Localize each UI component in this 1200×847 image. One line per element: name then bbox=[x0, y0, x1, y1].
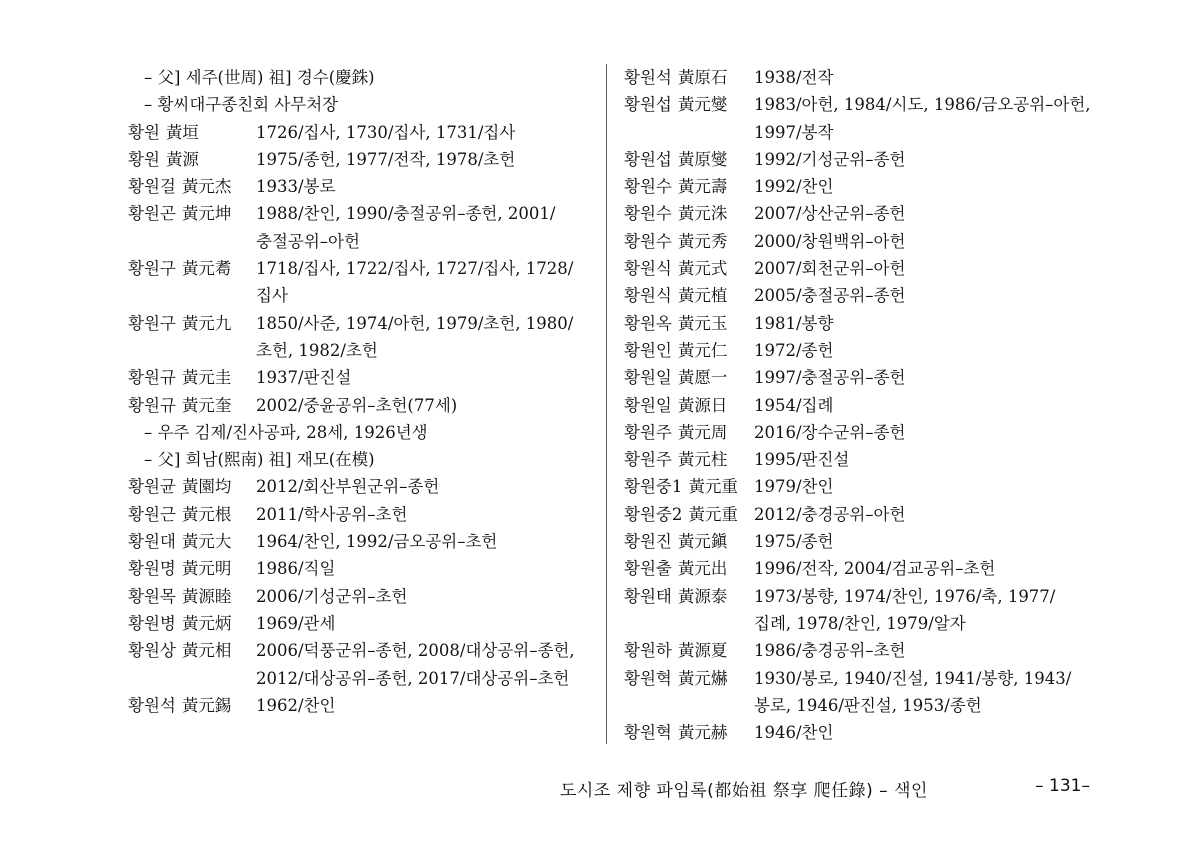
entry-name: 황원진 bbox=[624, 532, 672, 552]
index-entry bbox=[624, 255, 1092, 282]
column-divider bbox=[606, 64, 607, 744]
entry-hanja: 黃元炳 bbox=[181, 613, 232, 633]
entry-name: 황원수 bbox=[624, 204, 672, 224]
entry-name: 황원태 bbox=[624, 586, 672, 606]
index-note bbox=[128, 91, 598, 118]
entry-head bbox=[128, 119, 256, 146]
entry-name: 황원주 bbox=[624, 450, 672, 470]
entry-head bbox=[624, 200, 754, 227]
entry-name: 황원섭 bbox=[624, 149, 672, 169]
entry-hanja: 黃元周 bbox=[677, 422, 728, 442]
entry-head bbox=[624, 310, 754, 337]
entry-record: 1718/집사, 1722/집사, 1727/집사, 1728/집사 bbox=[256, 259, 574, 306]
entry-hanja: 黃原石 bbox=[677, 68, 728, 87]
entry-name: 황원곤 bbox=[128, 204, 176, 224]
entry-hanja: 黃元燮 bbox=[677, 95, 728, 115]
entry-hanja: 黃元杰 bbox=[181, 177, 232, 197]
entry-name: 황원석 bbox=[624, 68, 672, 87]
entry-record: 2002/중윤공위–초헌(77세) bbox=[256, 395, 458, 415]
entry-hanja: 黃垣 bbox=[165, 122, 199, 142]
entry-hanja: 黃園均 bbox=[181, 477, 232, 497]
entry-hanja: 黃元相 bbox=[181, 641, 232, 661]
index-entry bbox=[128, 392, 598, 419]
entry-name: 황원출 bbox=[624, 559, 672, 579]
index-note bbox=[128, 419, 598, 446]
index-entry bbox=[128, 528, 598, 555]
index-note bbox=[128, 446, 598, 473]
entry-head bbox=[624, 637, 754, 664]
page-footer bbox=[560, 776, 1090, 801]
entry-head bbox=[128, 200, 256, 227]
index-entry bbox=[624, 173, 1092, 200]
index-entry bbox=[128, 364, 598, 391]
entry-hanja: 黃元壽 bbox=[677, 177, 728, 197]
entry-record: 1938/전작 bbox=[754, 68, 834, 87]
entry-name: 황원균 bbox=[128, 477, 176, 497]
entry-hanja: 黃源日 bbox=[677, 395, 728, 415]
page-number: – 131– bbox=[1035, 776, 1090, 796]
entry-hanja: 黃元洙 bbox=[677, 204, 728, 224]
index-entry bbox=[624, 228, 1092, 255]
entry-hanja: 黃元鎭 bbox=[677, 532, 728, 552]
entry-record: 2006/덕풍군위–종헌, 2008/대상공위–종헌, 2012/대상공위–종헌, 2017/대상공위–초헌 bbox=[256, 641, 575, 688]
entry-record: 1937/판진설 bbox=[256, 368, 352, 388]
index-entry bbox=[624, 665, 1092, 720]
entry-record: 2011/학사공위–초헌 bbox=[256, 504, 408, 524]
entry-hanja: 黃元坤 bbox=[181, 204, 232, 224]
entry-hanja: 黃元圭 bbox=[181, 368, 232, 388]
entry-record: 1972/종헌 bbox=[754, 340, 834, 360]
entry-name: 황원 bbox=[128, 122, 160, 142]
entry-record: 1964/찬인, 1992/금오공위–초헌 bbox=[256, 532, 498, 552]
entry-hanja: 黃元根 bbox=[181, 504, 232, 524]
entry-record: 2012/충경공위–아헌 bbox=[754, 504, 906, 524]
entry-name: 황원 bbox=[128, 149, 160, 169]
entry-head bbox=[624, 719, 754, 746]
entry-hanja: 黃源泰 bbox=[677, 586, 728, 606]
note-text: – 황씨대구종친회 사무처장 bbox=[144, 95, 339, 115]
index-note bbox=[128, 64, 598, 91]
entry-head bbox=[624, 228, 754, 255]
entry-hanja: 黃元錫 bbox=[181, 695, 232, 715]
entry-record: 1983/아헌, 1984/시도, 1986/금오공위–아헌, 1997/봉작 bbox=[754, 95, 1091, 142]
index-entry bbox=[624, 364, 1092, 391]
entry-name: 황원걸 bbox=[128, 177, 176, 197]
footer-title: 도시조 제향 파임록(都始祖 祭享 爬任錄) – 색인 bbox=[560, 781, 928, 801]
entry-head bbox=[624, 91, 754, 118]
note-text: – 父] 세주(世周) 祖] 경수(慶銖) bbox=[144, 68, 375, 87]
entry-name: 황원일 bbox=[624, 368, 672, 388]
entry-head bbox=[128, 692, 256, 719]
entry-name: 황원섭 bbox=[624, 95, 672, 115]
entry-record: 1988/찬인, 1990/충절공위–종헌, 2001/충절공위–아헌 bbox=[256, 204, 556, 251]
index-entry bbox=[128, 501, 598, 528]
entry-head bbox=[128, 173, 256, 200]
entry-record: 1986/직일 bbox=[256, 559, 336, 579]
entry-record: 2007/상산군위–종헌 bbox=[754, 204, 906, 224]
entry-hanja: 黃元重 bbox=[688, 504, 738, 524]
entry-record: 1981/봉향 bbox=[754, 313, 834, 333]
entry-hanja: 黃源睦 bbox=[181, 586, 232, 606]
index-entry bbox=[624, 337, 1092, 364]
entry-hanja: 黃愿一 bbox=[677, 368, 728, 388]
entry-head bbox=[128, 555, 256, 582]
entry-name: 황원규 bbox=[128, 395, 176, 415]
entry-record: 1995/판진설 bbox=[754, 450, 850, 470]
entry-head bbox=[128, 610, 256, 637]
index-entry bbox=[128, 255, 598, 310]
entry-hanja: 黃元出 bbox=[677, 559, 728, 579]
index-entry bbox=[624, 392, 1092, 419]
entry-record: 1969/관세 bbox=[256, 613, 336, 633]
entry-record: 1975/종헌, 1977/전작, 1978/초헌 bbox=[256, 149, 516, 169]
right-column bbox=[624, 64, 1092, 746]
index-entry bbox=[128, 200, 598, 255]
entry-name: 황원명 bbox=[128, 559, 176, 579]
index-entry bbox=[128, 555, 598, 582]
entry-name: 황원혁 bbox=[624, 723, 672, 743]
entry-hanja: 黃元植 bbox=[677, 286, 728, 306]
entry-name: 황원혁 bbox=[624, 668, 672, 688]
entry-head bbox=[624, 364, 754, 391]
index-entry bbox=[624, 200, 1092, 227]
entry-head bbox=[128, 146, 256, 173]
entry-name: 황원중1 bbox=[624, 477, 683, 497]
index-entry bbox=[624, 583, 1092, 638]
entry-record: 1726/집사, 1730/집사, 1731/집사 bbox=[256, 122, 516, 142]
entry-record: 1997/충절공위–종헌 bbox=[754, 368, 906, 388]
entry-head bbox=[624, 446, 754, 473]
entry-record: 1946/찬인 bbox=[754, 723, 834, 743]
entry-name: 황원구 bbox=[128, 313, 176, 333]
entry-hanja: 黃元耈 bbox=[181, 259, 232, 279]
entry-head bbox=[128, 637, 256, 664]
index-entry bbox=[128, 692, 598, 719]
entry-record: 1930/봉로, 1940/진설, 1941/봉향, 1943/봉로, 1946/판진설, 1953/종헌 bbox=[754, 668, 1072, 715]
entry-name: 황원식 bbox=[624, 286, 672, 306]
index-entry bbox=[128, 146, 598, 173]
left-column bbox=[128, 64, 598, 719]
entry-name: 황원식 bbox=[624, 259, 672, 279]
entry-head bbox=[128, 473, 256, 500]
entry-hanja: 黃元九 bbox=[181, 313, 232, 333]
index-entry bbox=[128, 310, 598, 365]
entry-head bbox=[624, 583, 754, 610]
index-entry bbox=[128, 473, 598, 500]
note-text: – 父] 희남(熙南) 祖] 재모(在模) bbox=[144, 450, 375, 470]
entry-head bbox=[624, 501, 754, 528]
entry-head bbox=[624, 337, 754, 364]
index-entry bbox=[624, 282, 1092, 309]
entry-hanja: 黃元大 bbox=[181, 532, 232, 552]
entry-name: 황원일 bbox=[624, 395, 672, 415]
entry-head bbox=[624, 282, 754, 309]
entry-head bbox=[128, 528, 256, 555]
index-entry bbox=[128, 119, 598, 146]
entry-record: 1986/충경공위–초헌 bbox=[754, 641, 906, 661]
entry-name: 황원주 bbox=[624, 422, 672, 442]
entry-record: 1979/찬인 bbox=[754, 477, 834, 497]
entry-hanja: 黃元奎 bbox=[181, 395, 232, 415]
entry-name: 황원수 bbox=[624, 177, 672, 197]
index-entry bbox=[624, 637, 1092, 664]
entry-hanja: 黃源夏 bbox=[677, 641, 728, 661]
index-entry bbox=[624, 473, 1092, 500]
entry-record: 2005/충절공위–종헌 bbox=[754, 286, 906, 306]
entry-record: 1962/찬인 bbox=[256, 695, 336, 715]
entry-name: 황원중2 bbox=[624, 504, 683, 524]
entry-hanja: 黃元式 bbox=[677, 259, 728, 279]
entry-head bbox=[624, 555, 754, 582]
entry-record: 1973/봉향, 1974/찬인, 1976/축, 1977/집례, 1978/찬인, 1979/알자 bbox=[754, 586, 1056, 633]
entry-hanja: 黃元秀 bbox=[677, 231, 728, 251]
entry-name: 황원하 bbox=[624, 641, 672, 661]
entry-record: 1850/사준, 1974/아헌, 1979/초헌, 1980/초헌, 1982/초헌 bbox=[256, 313, 574, 360]
index-entry bbox=[624, 446, 1092, 473]
index-entry bbox=[624, 528, 1092, 555]
entry-head bbox=[624, 146, 754, 173]
index-entry bbox=[128, 583, 598, 610]
entry-record: 1996/전작, 2004/검교공위–초헌 bbox=[754, 559, 996, 579]
entry-head bbox=[624, 392, 754, 419]
entry-head bbox=[128, 583, 256, 610]
index-entry bbox=[624, 310, 1092, 337]
index-entry bbox=[624, 719, 1092, 746]
entry-head bbox=[128, 255, 256, 282]
entry-head bbox=[624, 255, 754, 282]
entry-hanja: 黃元重 bbox=[688, 477, 738, 497]
index-entry bbox=[128, 173, 598, 200]
entry-head bbox=[624, 665, 754, 692]
entry-record: 1933/봉로 bbox=[256, 177, 336, 197]
index-entry bbox=[624, 91, 1092, 146]
entry-record: 1992/기성군위–종헌 bbox=[754, 149, 906, 169]
entry-head bbox=[624, 473, 754, 500]
index-entry bbox=[624, 501, 1092, 528]
index-entry bbox=[128, 637, 598, 692]
entry-head bbox=[624, 64, 754, 91]
entry-record: 2000/창원백위–아헌 bbox=[754, 231, 906, 251]
entry-head bbox=[128, 501, 256, 528]
entry-name: 황원목 bbox=[128, 586, 176, 606]
note-text: – 우주 김제/진사공파, 28세, 1926년생 bbox=[144, 422, 428, 442]
entry-name: 황원규 bbox=[128, 368, 176, 388]
index-entry bbox=[128, 610, 598, 637]
entry-head bbox=[624, 419, 754, 446]
index-entry bbox=[624, 419, 1092, 446]
entry-name: 황원대 bbox=[128, 532, 176, 552]
entry-hanja: 黃元爀 bbox=[677, 668, 728, 688]
entry-record: 1975/종헌 bbox=[754, 532, 834, 552]
entry-name: 황원근 bbox=[128, 504, 176, 524]
entry-name: 황원옥 bbox=[624, 313, 672, 333]
entry-name: 황원구 bbox=[128, 259, 176, 279]
entry-hanja: 黃元玉 bbox=[677, 313, 728, 333]
entry-record: 2016/장수군위–종헌 bbox=[754, 422, 906, 442]
entry-head bbox=[128, 310, 256, 337]
entry-name: 황원수 bbox=[624, 231, 672, 251]
entry-name: 황원석 bbox=[128, 695, 176, 715]
entry-record: 2006/기성군위–초헌 bbox=[256, 586, 408, 606]
entry-record: 2012/회산부원군위–종헌 bbox=[256, 477, 440, 497]
entry-hanja: 黃源 bbox=[165, 149, 199, 169]
entry-record: 1992/찬인 bbox=[754, 177, 834, 197]
entry-hanja: 黃元明 bbox=[181, 559, 232, 579]
entry-hanja: 黃元柱 bbox=[677, 450, 728, 470]
entry-hanja: 黃元仁 bbox=[677, 340, 728, 360]
entry-name: 황원인 bbox=[624, 340, 672, 360]
entry-head bbox=[624, 528, 754, 555]
entry-head bbox=[624, 173, 754, 200]
entry-hanja: 黃元赫 bbox=[677, 723, 728, 743]
index-entry bbox=[624, 555, 1092, 582]
index-entry bbox=[624, 146, 1092, 173]
entry-record: 2007/회천군위–아헌 bbox=[754, 259, 906, 279]
entry-name: 황원병 bbox=[128, 613, 176, 633]
entry-name: 황원상 bbox=[128, 641, 176, 661]
entry-head bbox=[128, 364, 256, 391]
entry-record: 1954/집례 bbox=[754, 395, 834, 415]
entry-hanja: 黃原燮 bbox=[677, 149, 728, 169]
index-entry bbox=[624, 64, 1092, 91]
entry-head bbox=[128, 392, 256, 419]
